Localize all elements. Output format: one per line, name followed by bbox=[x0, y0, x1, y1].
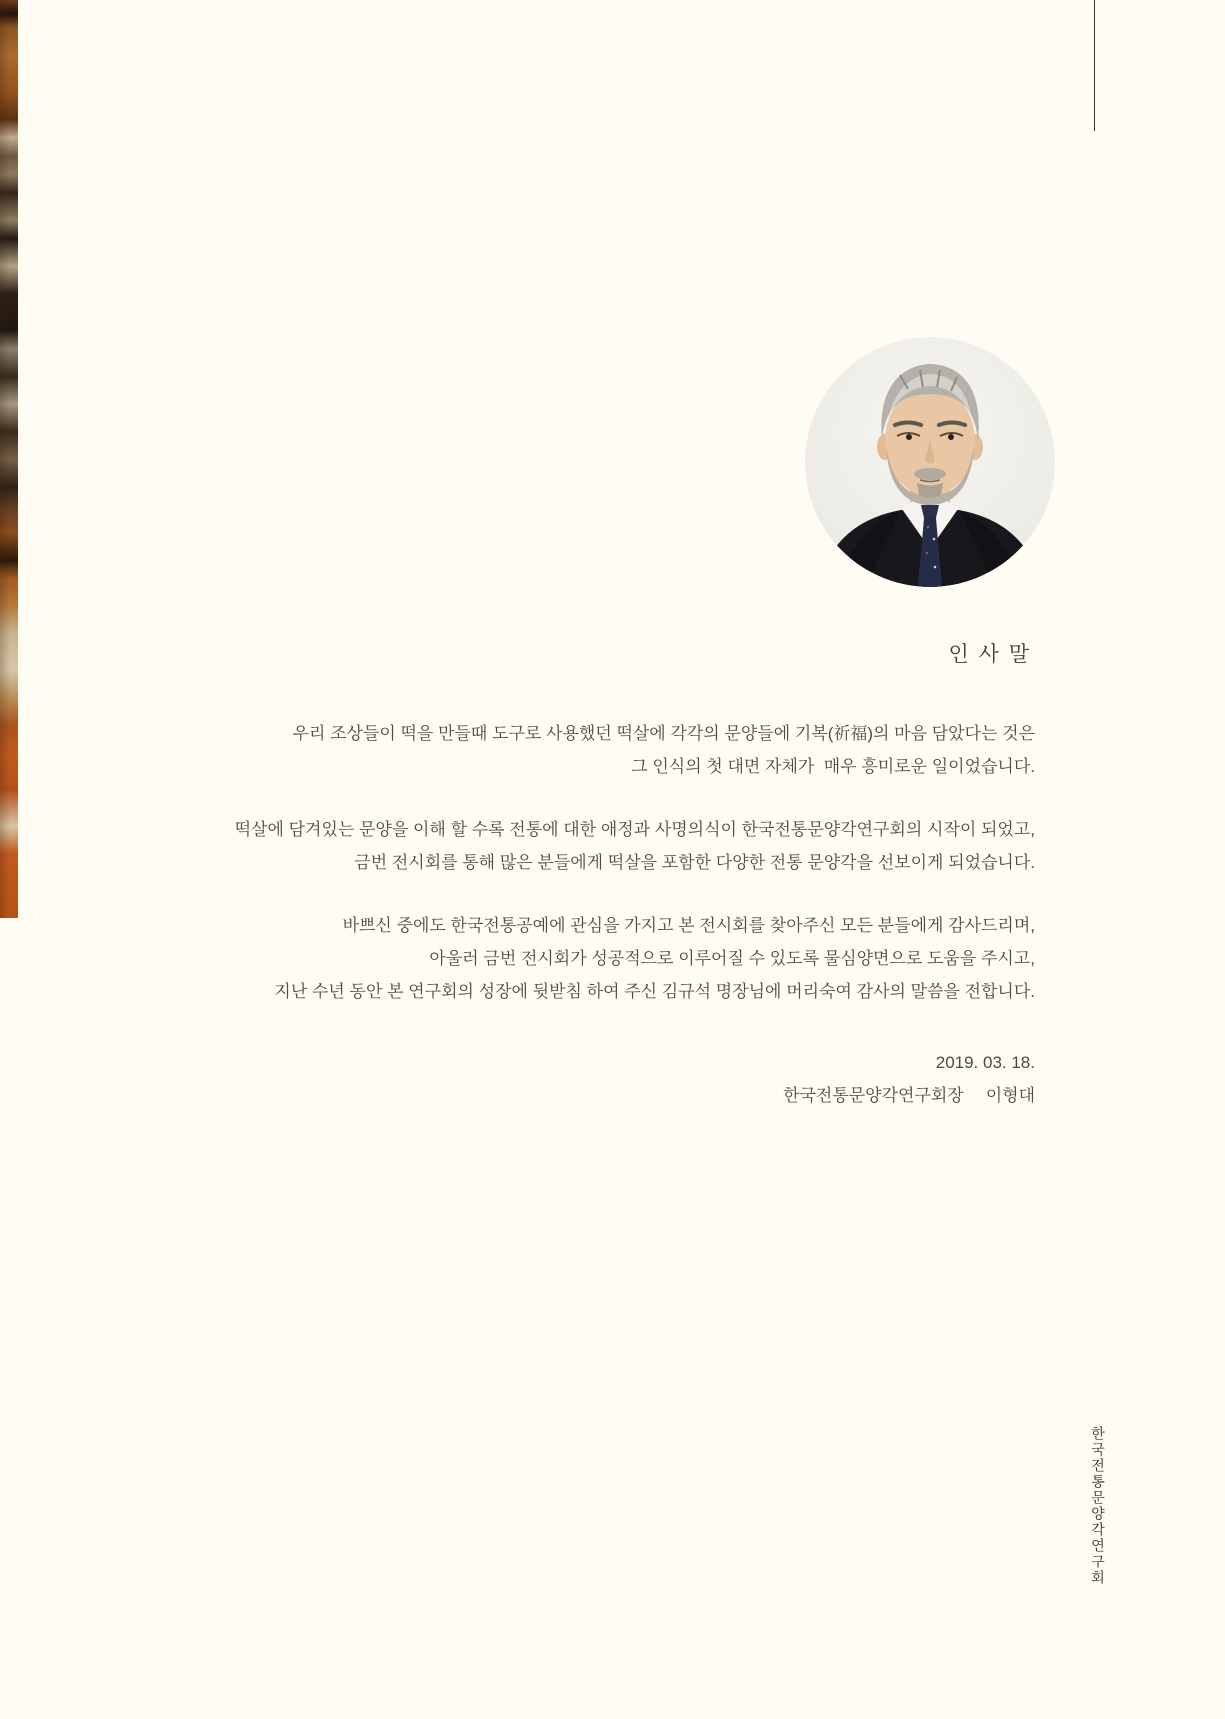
greeting-line: 지난 수년 동안 본 연구회의 성장에 뒷받침 하여 주신 김규석 명장님에 머리숙여 감사의 말씀을 전합니다. bbox=[274, 982, 1035, 1001]
greeting-paragraph bbox=[120, 717, 1035, 783]
greeting-line: 그 인식의 첫 대면 자체가 매우 흥미로운 일이었습니다. bbox=[631, 757, 1035, 776]
greeting-line: 금번 전시회를 통해 많은 분들에게 떡살을 포함한 다양한 전통 문양각을 선보이게 되었습니다. bbox=[354, 853, 1035, 872]
greeting-paragraph bbox=[120, 813, 1035, 879]
left-photo-strip bbox=[0, 0, 18, 918]
signature-line bbox=[120, 1079, 1035, 1112]
greeting-line: 우리 조상들이 떡을 만들때 도구로 사용했던 떡살에 각각의 문양들에 기복(祈福)의 마음 담았다는 것은 bbox=[292, 724, 1035, 743]
vertical-institute-name: 한국전통문양각연구회 bbox=[1089, 1426, 1104, 1586]
greeting-paragraph bbox=[120, 909, 1035, 1008]
greeting-body bbox=[120, 717, 1035, 1038]
greeting-line: 바쁘신 중에도 한국전통공예에 관심을 가지고 본 전시회를 찾아주신 모든 분들에게 감사드리며, bbox=[342, 916, 1035, 935]
signature-org: 한국전통문양각연구회장 bbox=[783, 1086, 964, 1105]
signature-name: 이형대 bbox=[985, 1086, 1035, 1105]
chairman-portrait-photo bbox=[805, 337, 1055, 587]
page-title: 인 사 말 bbox=[948, 643, 1031, 666]
greeting-line: 떡살에 담겨있는 문양을 이해 할 수록 전통에 대한 애정과 사명의식이 한국전통문양각연구회의 시작이 되었고, bbox=[234, 820, 1035, 839]
closing-block bbox=[120, 1046, 1035, 1112]
greeting-line: 아울러 금번 전시회가 성공적으로 이루어질 수 있도록 물심양면으로 도움을 주시고, bbox=[429, 949, 1035, 968]
top-right-vertical-rule bbox=[1094, 0, 1095, 131]
portrait-illustration bbox=[805, 337, 1055, 587]
date-line: 2019. 03. 18. bbox=[935, 1053, 1035, 1072]
